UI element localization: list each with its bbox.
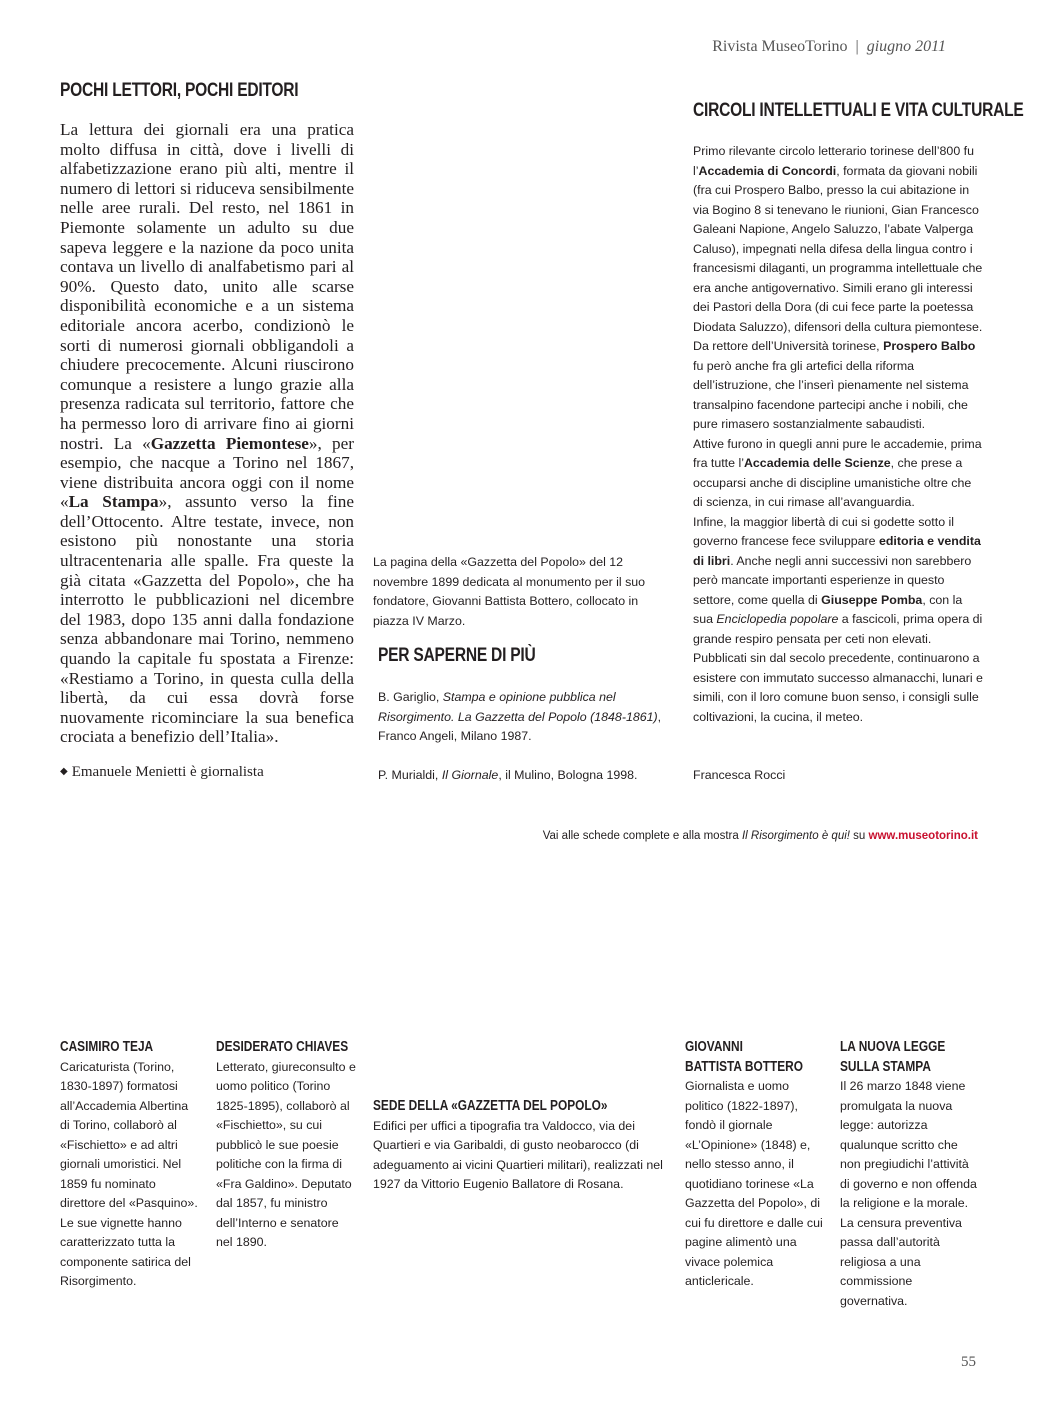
- link-middle: su: [849, 830, 869, 842]
- main-article-text-2: », per esempio, che nacque a Torino nel 1867, viene distribuita ancora oggi con il nome «: [60, 433, 355, 512]
- bio-desiderato-chiaves: [216, 1038, 356, 1253]
- circoli-bold: Prospero Balbo: [883, 339, 976, 353]
- bio-text: Letterato, giureconsulto e uomo politico (Torino 1825-1895), collaborò al «Fischietto», su cui pubblicò le sue poesie politiche con la firma di «Fra Galdino». Deputato dal 1857, fu ministro dell’Interno e senatore nel 1890.: [216, 1059, 356, 1249]
- bio-title: SEDE DELLA «GAZZETTA DEL POPOLO»: [373, 1098, 608, 1114]
- bio-title: CASIMIRO TEJA: [60, 1039, 154, 1055]
- bio-title-line-2: BATTISTA BOTTERO: [685, 1058, 804, 1075]
- header-separator: |: [855, 38, 859, 55]
- museotorino-link[interactable]: www.museotorino.it: [868, 830, 978, 842]
- bio-bottero: [685, 1038, 825, 1292]
- circoli-paragraph-1: [693, 142, 983, 337]
- bio-title-line-2: SULLA STAMPA: [840, 1058, 931, 1075]
- issue-date: giugno 2011: [866, 38, 946, 55]
- reference-2-title: Il Giornale: [441, 768, 499, 782]
- byline: [60, 764, 264, 781]
- circoli-text: fu però anche fra gli artefici della riforma dell’istruzione, che l’inserì pienamente nel sistema transalpino facendone partecipi anche i nobili, che pure rimasero sostanzialmente sabaudisti.: [693, 358, 969, 431]
- circoli-paragraph-4: [693, 513, 983, 728]
- main-article-body: [60, 120, 354, 747]
- diamond-bullet-icon: ◆: [60, 766, 68, 777]
- circoli-text: . Anche negli anni successivi non sarebbero però mancate importanti esperienze in questo settore, come quella di: [693, 553, 972, 607]
- bio-text: Il 26 marzo 1848 viene promulgata la nuova legge: autorizza qualunque scritto che non pregiudichi l’attività di governo e non offenda la religione e la morale. La censura preventiva passa dall’autorità religiosa a una commissione governativa.: [840, 1079, 977, 1308]
- bio-text: Caricaturista (Torino, 1830-1897) formatosi all’Accademia Albertina di Torino, collaborò al «Fischietto» e ad altri giornali umoristici. Nel 1859 fu nominato direttore del «Pasquino». Le sue vignette hanno caratterizzato tutta la componente satirica del Risorgimento.: [60, 1059, 198, 1288]
- circoli-bold: Accademia di Concordi: [698, 163, 837, 178]
- circoli-text: Da rettore dell’Università torinese,: [693, 339, 884, 353]
- bio-title-line-1: GIOVANNI: [685, 1039, 743, 1055]
- reference-1: [378, 688, 668, 747]
- main-article-bold-1: Gazzetta Piemontese: [150, 433, 309, 453]
- link-prefix: Vai alle schede complete e alla mostra: [542, 830, 742, 842]
- museum-link-line: [543, 830, 978, 842]
- further-reading-title: PER SAPERNE DI PIÙ: [378, 645, 536, 666]
- circoli-text: , che prese a occuparsi anche di discipline umanistiche oltre che di scienza, in cui rimase all’avanguardia.: [693, 456, 972, 509]
- bio-text: Edifici per uffici a tipografia tra Valdocco, via dei Quartieri e via Garibaldi, di gusto neobarocco (di adeguamento ai vicini Quartieri militari), realizzati nel 1927 da Vittorio Eugenio Ballatore di Rosana.: [373, 1118, 663, 1191]
- reference-2-author: P. Murialdi,: [378, 768, 442, 782]
- exhibition-title: Il Risorgimento è qui!: [741, 830, 850, 842]
- circoli-body: [693, 142, 983, 727]
- bio-title-line-1: LA NUOVA LEGGE: [840, 1039, 946, 1055]
- main-article-title: POCHI LETTORI, POCHI EDITORI: [60, 80, 299, 101]
- reference-2: [378, 766, 668, 786]
- bio-text: Giornalista e uomo politico (1822-1897), fondò il giornale «L’Opinione» (1848) e, nello stesso anno, il quotidiano torinese «La Gazzetta del Popolo», di cui fu direttore e dalle cui pagine alimentò una vivace polemica anticlericale.: [685, 1079, 823, 1288]
- bio-sede-gazzetta: [373, 1097, 665, 1195]
- main-article-text-3: », assunto verso la fine dell’Ottocento. Altre testate, invece, non esistono più nonostante una storia ultracentenaria alle spalle. Fra queste la già citata «Gazzetta del Popolo», che ha interrotto le pubblicazioni nel dicembre del 1983, dopo 135 anni dalla fondazione senza abbandonare mai Torino, nemmeno quando la capitale fu spostata a Firenze: «Restiamo a Torino, in questa culla della libertà, da cui essa dovrà forse nuovamente ricominciare la sua benefica crociata a benefizio dell’Italia».: [60, 492, 354, 747]
- bio-nuova-legge: [840, 1038, 980, 1311]
- circoli-text: Attive furono in quegli anni pure le accademie, prima fra tutte l’: [693, 436, 982, 470]
- main-article-bold-2: La Stampa: [68, 492, 159, 512]
- circoli-paragraph-3: [693, 435, 983, 513]
- byline-text: Emanuele Menietti è giornalista: [71, 764, 264, 780]
- running-header: [712, 38, 946, 56]
- circoli-paragraph-2: [693, 337, 983, 435]
- image-caption: La pagina della «Gazzetta del Popolo» del 12 novembre 1899 dedicata al monumento per il suo fondatore, Giovanni Battista Bottero, collocato in piazza IV Marzo.: [373, 555, 646, 628]
- reference-1-author: B. Gariglio,: [378, 690, 443, 704]
- circoli-text: Infine, la maggior libertà di cui si godette sotto il governo francese fece sviluppare: [693, 514, 955, 548]
- bio-casimiro-teja: [60, 1038, 200, 1292]
- main-article-text-1: La lettura dei giornali era una pratica molto diffusa in città, dove i livelli di alfabetizzazione erano più alti, mentre il numero di lettori si riduceva sensibilmente nelle aree rurali. Del resto, nel 1861 in Piemonte solamente un adulto su due sapeva leggere e la nazione da poco unita contava un livello di analfabetismo pari al 90%. Questo dato, unito alle scarse disponibilità economiche e a un sistema editoriale ancora acerbo, condizionò le sorti di numerosi giornali obbligandoli a chiudere precocemente. Alcuni riuscirono comunque a resistere a lungo grazie alla presenza radicata sul territorio, fattore che ha permesso loro di arrivare fino ai giorni nostri. La «: [60, 120, 354, 453]
- publication-name: Rivista MuseoTorino: [712, 38, 848, 55]
- circoli-italic: Enciclopedia popolare: [716, 612, 839, 626]
- circoli-bold: editoria e vendita di libri: [693, 534, 981, 568]
- bio-title: DESIDERATO CHIAVES: [216, 1039, 349, 1055]
- circoli-title: CIRCOLI INTELLETTUALI E VITA CULTURALE: [693, 100, 1024, 121]
- circoli-text: , formata da giovani nobili (fra cui Prospero Balbo, presso la cui abitazione in via Bogino 8 si tenevano le riunioni, Gian Francesco Galeani Napione, Angelo Saluzzo, l’abate Valperga Caluso), impegnati nella difesa della lingua contro i francesismi dilaganti, un programma intellettuale che era anche antigovernativo. Simili erano gli interessi dei Pastori della Dora (di cui fece parte la poetessa Diodata Saluzzo), difensori della cultura piemontese.: [693, 163, 983, 334]
- reference-2-publisher: , il Mulino, Bologna 1998.: [498, 768, 638, 782]
- circoli-bold: Accademia delle Scienze: [743, 456, 891, 470]
- reference-1-title: Stampa e opinione pubblica nel Risorgimento. La Gazzetta del Popolo (1848-1861): [378, 690, 658, 724]
- circoli-text: a fascicoli, prima opera di grande respiro pensata per ceti non elevati. Pubblicati sin dal secolo precedente, continuarono a esistere con immutato successo almanacchi, lunari e simili, con il loro comune buon senso, i consigli sulle coltivazioni, la cucina, il meteo.: [693, 612, 983, 724]
- circoli-text: Primo rilevante circolo letterario torinese dell’800 fu l’: [693, 144, 974, 178]
- circoli-author: Francesca Rocci: [693, 768, 786, 782]
- page-number: 55: [961, 1354, 976, 1370]
- circoli-bold: Giuseppe Pomba: [821, 592, 923, 607]
- reference-1-publisher: , Franco Angeli, Milano 1987.: [378, 709, 662, 743]
- circoli-text: , con la sua: [693, 592, 963, 626]
